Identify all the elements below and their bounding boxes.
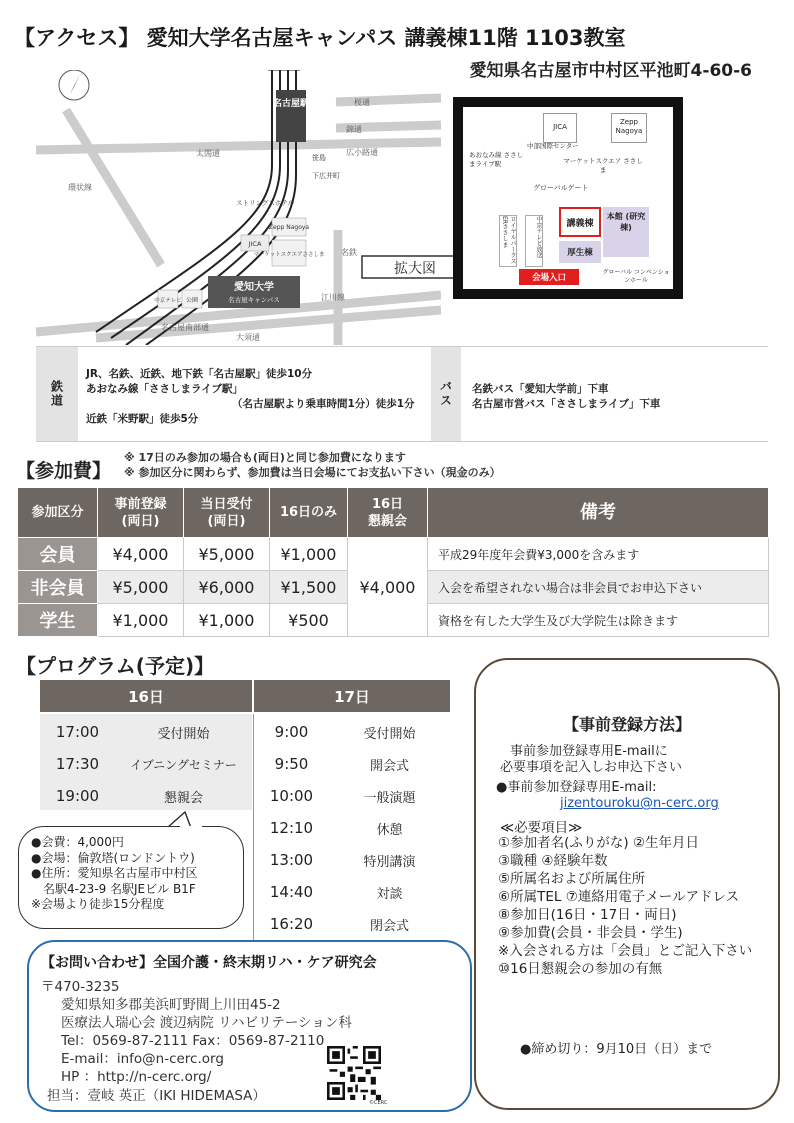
inset-label: あおなみ線 ささしまライブ駅 xyxy=(469,151,524,168)
map-road-label: 江川線 xyxy=(321,293,345,302)
map-road-label: 広小路通 xyxy=(346,148,378,157)
map-road-label: 桜通 xyxy=(354,98,370,107)
inset-label: グローバル コンベンションホール xyxy=(602,269,670,284)
inset-label: グローバルゲート xyxy=(533,184,589,192)
map-place-label: ストリングスホテル xyxy=(236,199,294,207)
registration-email-link[interactable]: jizentouroku@n-cerc.org xyxy=(560,796,719,811)
program-item: 13:00 特別講演 xyxy=(269,851,416,870)
program-item: 17:00 受付開始 xyxy=(55,723,210,742)
rail-label: 鉄道 xyxy=(36,347,78,441)
fee-category: 会員 xyxy=(18,538,98,571)
transit-info xyxy=(36,346,768,442)
required-item: ※入会される方は「会員」とご記入下さい xyxy=(498,943,753,959)
contact-box xyxy=(27,940,472,1112)
map-road-label: 名鉄 xyxy=(341,248,357,257)
day17-header: 17日 xyxy=(254,680,450,712)
fee-col-header: 事前登録 (両日) xyxy=(98,488,184,538)
inset-label: 中部国際センター xyxy=(527,142,579,150)
required-item: ①参加者名(ふりがな) ②生年月日 xyxy=(498,835,700,851)
contact-line: E-mail：info@n-cerc.org xyxy=(61,1051,224,1067)
map-place-label: 笹島 xyxy=(312,154,326,162)
rail-line: JR、名鉄、近鉄、地下鉄「名古屋駅」徒歩10分 xyxy=(86,368,313,380)
program-item: 9:50 開会式 xyxy=(274,755,409,774)
required-item: ⑥所属TEL ⑦連絡用電子メールアドレス xyxy=(498,889,740,905)
required-item: ⑨参加費(会員・非会員・学生) xyxy=(498,925,683,941)
party-info-line: ●会場：倫敦塔(ロンドントウ) xyxy=(31,850,195,865)
table-row xyxy=(18,538,769,571)
venue-address: 愛知県名古屋市中村区平池町4-60-6 xyxy=(469,61,752,81)
party-info-line: ●住所：愛知県名古屋市中村区 xyxy=(31,866,198,880)
map-university-sub: 名古屋キャンパス xyxy=(228,296,280,304)
entrance-badge: 会場入口 xyxy=(519,269,579,285)
program-item: 10:00 一般演題 xyxy=(269,787,416,806)
fee-cell: ¥4,000 xyxy=(98,538,184,571)
party-info-line: 名駅4-23-9 名駅JEビル B1F xyxy=(43,881,196,896)
rail-line: あおなみ線「ささしまライブ駅」 xyxy=(86,383,243,395)
area-map xyxy=(36,70,441,345)
fee-category: 学生 xyxy=(18,604,98,637)
map-place-label: JICA xyxy=(248,240,262,248)
map-station: 名古屋駅 xyxy=(272,99,310,109)
page-title: 【アクセス】 愛知大学名古屋キャンパス 講義棟11階 1103教室 xyxy=(14,26,626,50)
day16-header: 16日 xyxy=(40,680,252,712)
program-item: 14:40 対談 xyxy=(269,883,403,902)
inset-label: 厚生棟 xyxy=(559,241,601,263)
map-place-label: Zepp Nagoya xyxy=(268,224,310,231)
map-road-label: 名古屋南部通 xyxy=(161,323,209,332)
contact-line: HP ：http://n-cerc.org/ xyxy=(61,1069,212,1085)
map-place-label: マーケットスクエアささしま xyxy=(253,252,325,258)
map-road-label: 大須通 xyxy=(236,333,260,342)
contact-line: 担当：壹岐 英正（IKI HIDEMASA） xyxy=(47,1088,266,1104)
bus-line: 名鉄バス「愛知大学前」下車 xyxy=(472,383,609,395)
map-road-label: 環状線 xyxy=(68,183,92,192)
fee-category: 非会員 xyxy=(18,571,98,604)
registration-email-label: ●事前参加登録専用E-mail: xyxy=(496,780,657,795)
required-item: ⑤所属名および所属住所 xyxy=(498,871,646,887)
fee-remark: 平成29年度年会費¥3,000を含みます xyxy=(428,538,769,571)
party-info xyxy=(18,826,244,929)
fee-col-header: 16日のみ xyxy=(270,488,348,538)
fee-col-header: 参加区分 xyxy=(18,488,98,538)
qr-caption: ©CERC xyxy=(369,1100,388,1106)
inset-venue-building: 講義棟 xyxy=(559,207,601,237)
map-place-label: 下広井町 xyxy=(312,172,340,180)
rail-line: 近鉄「米野駅」徒歩5分 xyxy=(86,413,199,425)
registration-intro: 事前参加登録専用E-mailに xyxy=(510,744,668,759)
fee-col-header: 備考 xyxy=(428,488,769,538)
qr-code-icon[interactable] xyxy=(327,1046,381,1100)
map-road-label: 錦通 xyxy=(346,125,362,134)
fee-cell: ¥1,000 xyxy=(270,538,348,571)
fee-note: ※ 17日のみ参加の場合も(両日)と同じ参加費になります xyxy=(124,451,406,464)
map-place-label: 中京テレビ xyxy=(154,298,182,304)
bus-line: 名古屋市営バス「ささしまライブ」下車 xyxy=(472,398,661,410)
fee-col-header: 16日 懇親会 xyxy=(348,488,428,538)
contact-line: 医療法人瑞心会 渡辺病院 リハビリテーション科 xyxy=(61,1015,352,1031)
bus-label: バス xyxy=(431,347,461,441)
registration-heading: 【事前登録方法】 xyxy=(562,715,691,734)
inset-map xyxy=(453,97,683,299)
party-info-line: ●会費：4,000円 xyxy=(31,835,124,849)
party-info-line: ※会場より徒歩15分程度 xyxy=(31,897,165,911)
fee-note: ※ 参加区分に関わらず、参加費は当日会場にてお支払い下さい（現金のみ） xyxy=(124,466,501,479)
inset-label: 中京テレビ放送 xyxy=(525,215,543,267)
fee-party-cell: ¥4,000 xyxy=(348,538,428,637)
program-item: 19:00 懇親会 xyxy=(55,787,203,806)
contact-line: Tel：0569-87-2111 Fax：0569-87-2110 xyxy=(61,1033,325,1049)
zoom-label: 拡大図 xyxy=(394,261,436,277)
fee-cell: ¥1,500 xyxy=(270,571,348,604)
map-place-label: 公園 xyxy=(185,297,199,304)
inset-label: マーケットスクエア ささしま xyxy=(563,157,643,174)
inset-label: Zepp Nagoya xyxy=(611,113,647,143)
program-item: 9:00 受付開始 xyxy=(274,723,416,742)
required-list xyxy=(498,834,774,978)
registration-box xyxy=(474,658,780,1110)
fee-remark: 資格を有した大学生及び大学院生は除きます xyxy=(428,604,769,637)
inset-label: 本館 (研究棟) xyxy=(603,207,649,257)
contact-heading: 【お問い合わせ】全国介護・終末期リハ・ケア研究会 xyxy=(41,955,377,971)
required-item: ⑧参加日(16日・17日・両日) xyxy=(498,907,677,923)
rail-line: （名古屋駅より乗車時間1分）徒歩1分 xyxy=(232,398,415,410)
contact-line: 愛知県知多郡美浜町野間上川田45-2 xyxy=(61,997,281,1013)
fee-col-header: 当日受付 (両日) xyxy=(184,488,270,538)
fee-table xyxy=(17,487,769,637)
fee-cell: ¥5,000 xyxy=(184,538,270,571)
inset-label: ロイヤルパークス ERささしま xyxy=(499,215,517,267)
program-item: 16:20 閉会式 xyxy=(269,915,409,934)
fee-cell: ¥5,000 xyxy=(98,571,184,604)
compass-icon xyxy=(59,70,89,100)
fee-cell: ¥500 xyxy=(270,604,348,637)
fee-remark: 入会を希望されない場合は非会員でお申込下さい xyxy=(428,571,769,604)
deadline: ●締め切り：9月10日（日）まで xyxy=(520,1042,713,1057)
required-item: ③職種 ④経験年数 xyxy=(498,853,608,869)
contact-line: 〒470-3235 xyxy=(41,979,120,995)
program-item: 12:10 休憩 xyxy=(269,819,403,838)
map-university-label: 愛知大学 xyxy=(234,282,274,293)
map-road-label: 太閤通 xyxy=(196,149,220,158)
required-label: ≪必要項目≫ xyxy=(500,820,583,836)
inset-label: JICA xyxy=(543,113,577,143)
program-item: 17:30 イブニングセミナー xyxy=(55,755,237,773)
registration-intro: 必要事項を記入しお申込下さい xyxy=(500,760,683,775)
fee-heading: 【参加費】 xyxy=(16,460,112,482)
fee-cell: ¥1,000 xyxy=(98,604,184,637)
fee-cell: ¥1,000 xyxy=(184,604,270,637)
program-heading: 【プログラム(予定)】 xyxy=(16,654,215,678)
fee-cell: ¥6,000 xyxy=(184,571,270,604)
required-item: ⑩16日懇親会の参加の有無 xyxy=(498,961,663,977)
